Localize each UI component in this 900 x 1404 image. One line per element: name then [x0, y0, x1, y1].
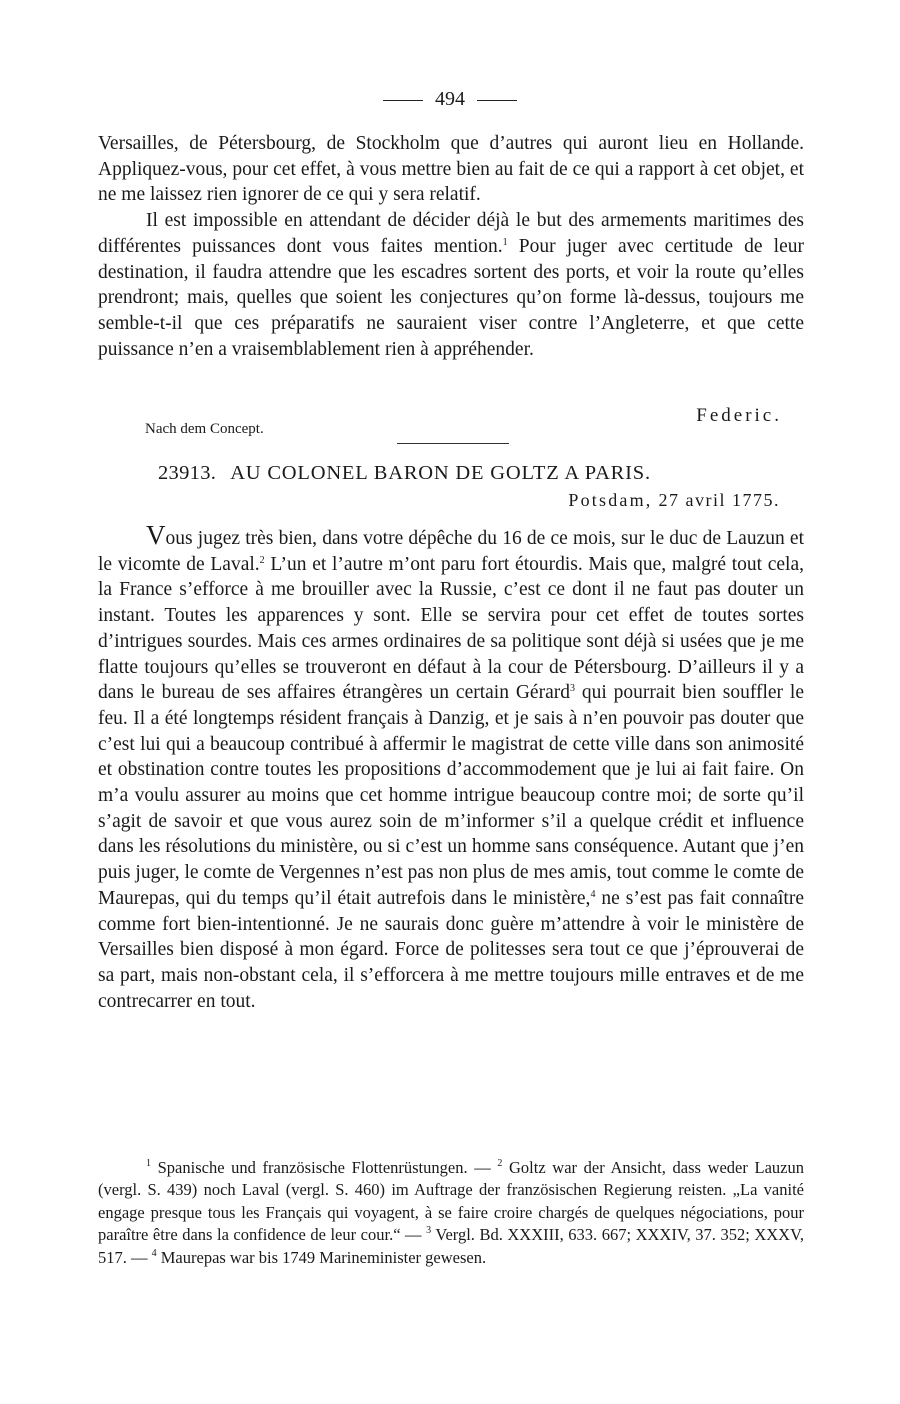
page-number-rule-right	[477, 100, 517, 101]
footnote-ref-1: 1	[502, 236, 508, 248]
footnote-mark-2: 2	[497, 1158, 503, 1169]
page-number-rule-left	[383, 100, 423, 101]
signature: Federic.	[696, 405, 782, 426]
letter-title: AU COLONEL BARON DE GOLTZ A PARIS.	[230, 462, 651, 484]
footnote-mark-1: 1	[146, 1158, 151, 1169]
footnote-text	[98, 1157, 804, 1269]
footnote-mark-3: 3	[426, 1225, 432, 1237]
page-number-text: 494	[435, 88, 465, 110]
dateline-place: Potsdam,	[568, 490, 653, 510]
letter-1-paragraph-2	[98, 208, 804, 362]
letter-2-paragraph	[98, 520, 804, 1014]
page-number	[0, 88, 900, 111]
footnote-3: Vergl. Bd. XXXIII, 633. 667; XXXIV, 37. 352; XXXV, 517. —	[98, 1225, 804, 1267]
footnote-1: Spanische und französische Flottenrüstungen. —	[151, 1158, 498, 1177]
footnote-mark-4: 4	[151, 1247, 157, 1259]
footnote-4: Maurepas war bis 1749 Marineminister gewesen.	[156, 1247, 487, 1267]
drop-cap: V	[146, 520, 166, 550]
letter-2-text-4: ne s’est pas fait connaître comme fort bien-intentionné. Je ne saurais donc guère m’attendre à voir le ministère de Versailles bien disposé à mon égard. Force de politesses sera tout ce que j’éprouverai de sa part, mais non-obstant cela, il s’efforcera à me mettre toujours mille entraves et de me contrecarrer en tout.	[98, 887, 804, 1012]
letter-1-paragraph-2-text-a: Il est impossible en attendant de décider déjà le but des armements maritimes des différentes puissances dont vous faites mention.	[98, 210, 804, 257]
letter-2-text-2: L’un et l’autre m’ont paru fort étourdis. Mais que, malgré tout cela, la France s’efforce à me brouiller avec la Russie, c’est ce dont il ne faut pas douter un instant. Toutes les apparences y sont. Elle se servira pour cet effet de toutes sortes d’intrigues sourdes. Mais ces armes ordinaires de sa politique sont déjà si usées que je me flatte toujours qu’elles se trouveront en défaut à la cour de Pétersbourg. D’ailleurs il y a dans le bureau de ses affaires étrangères un certain Gérard	[98, 553, 804, 704]
letter-1-body	[98, 131, 804, 362]
source-note: Nach dem Concept.	[145, 421, 264, 437]
footnote-ref-3: 3	[569, 683, 575, 695]
footnote-2: Goltz war der Ansicht, dass weder Lauzun (vergl. S. 439) noch Laval (vergl. S. 460) im Auftrage der französischen Regierung reisten. „La vanité engage presque tous les Français qui voyagent, à se faire croire chargés de quelques négociations, pour paraître être dans la confidence de leur cour.“ —	[98, 1158, 804, 1245]
dateline	[568, 490, 780, 511]
letter-2-text-3: qui pourrait bien souffler le feu. Il a été longtemps résident français à Danzig, et je sais à n’en pouvoir pas douter que c’est lui qui a beaucoup contribué à affermir le magistrat de cette ville dans son animosité et obstination contre toutes les propositions d’accommodement que je lui ai fait faire. On m’a voulu assurer au moins que cet homme intrigue beaucoup contre moi; de sorte qu’il s’agit de savoir et que vous aurez soin de m’informer s’il a quelque crédit et influence dans les résolutions du ministère, ou si c’est un homme sans conséquence. Autant que j’en puis juger, le comte de Vergennes n’est pas non plus de mes amis, tout comme le comte de Maurepas, qui du temps qu’il était autrefois dans le ministère,	[98, 682, 804, 909]
footnotes	[98, 1157, 804, 1269]
dateline-date: 27 avril 1775.	[658, 490, 780, 510]
footnote-ref-4: 4	[590, 888, 596, 900]
letter-2-text-1: ous jugez très bien, dans votre dépêche du 16 de ce mois, sur le duc de Lauzun et le vicomte de Laval.	[98, 528, 804, 575]
letter-1-paragraph-2-text-b: Pour juger avec certitude de leur destination, il faudra attendre que les escadres sortent des ports, et voir la route qu’elles prendront; mais, quelles que soient les conjectures qu’on forme là-dessus, toujours me semble-t-il que ces préparatifs ne sauraient viser contre l’Angleterre, et que cette puissance n’en a vraisemblablement rien à appréhender.	[98, 235, 804, 360]
letter-number: 23913.	[158, 462, 217, 484]
footnote-ref-2: 2	[259, 554, 265, 566]
section-divider	[397, 443, 509, 444]
letter-heading	[158, 462, 651, 485]
letter-2-body	[98, 520, 804, 1014]
letter-1-paragraph-1: Versailles, de Pétersbourg, de Stockholm que d’autres qui auront lieu en Hollande. Appliquez-vous, pour cet effet, à vous mettre bien au fait de ce qui a rapport à cet objet, et ne me laissez rien ignorer de ce qui y sera relatif.	[98, 133, 804, 206]
